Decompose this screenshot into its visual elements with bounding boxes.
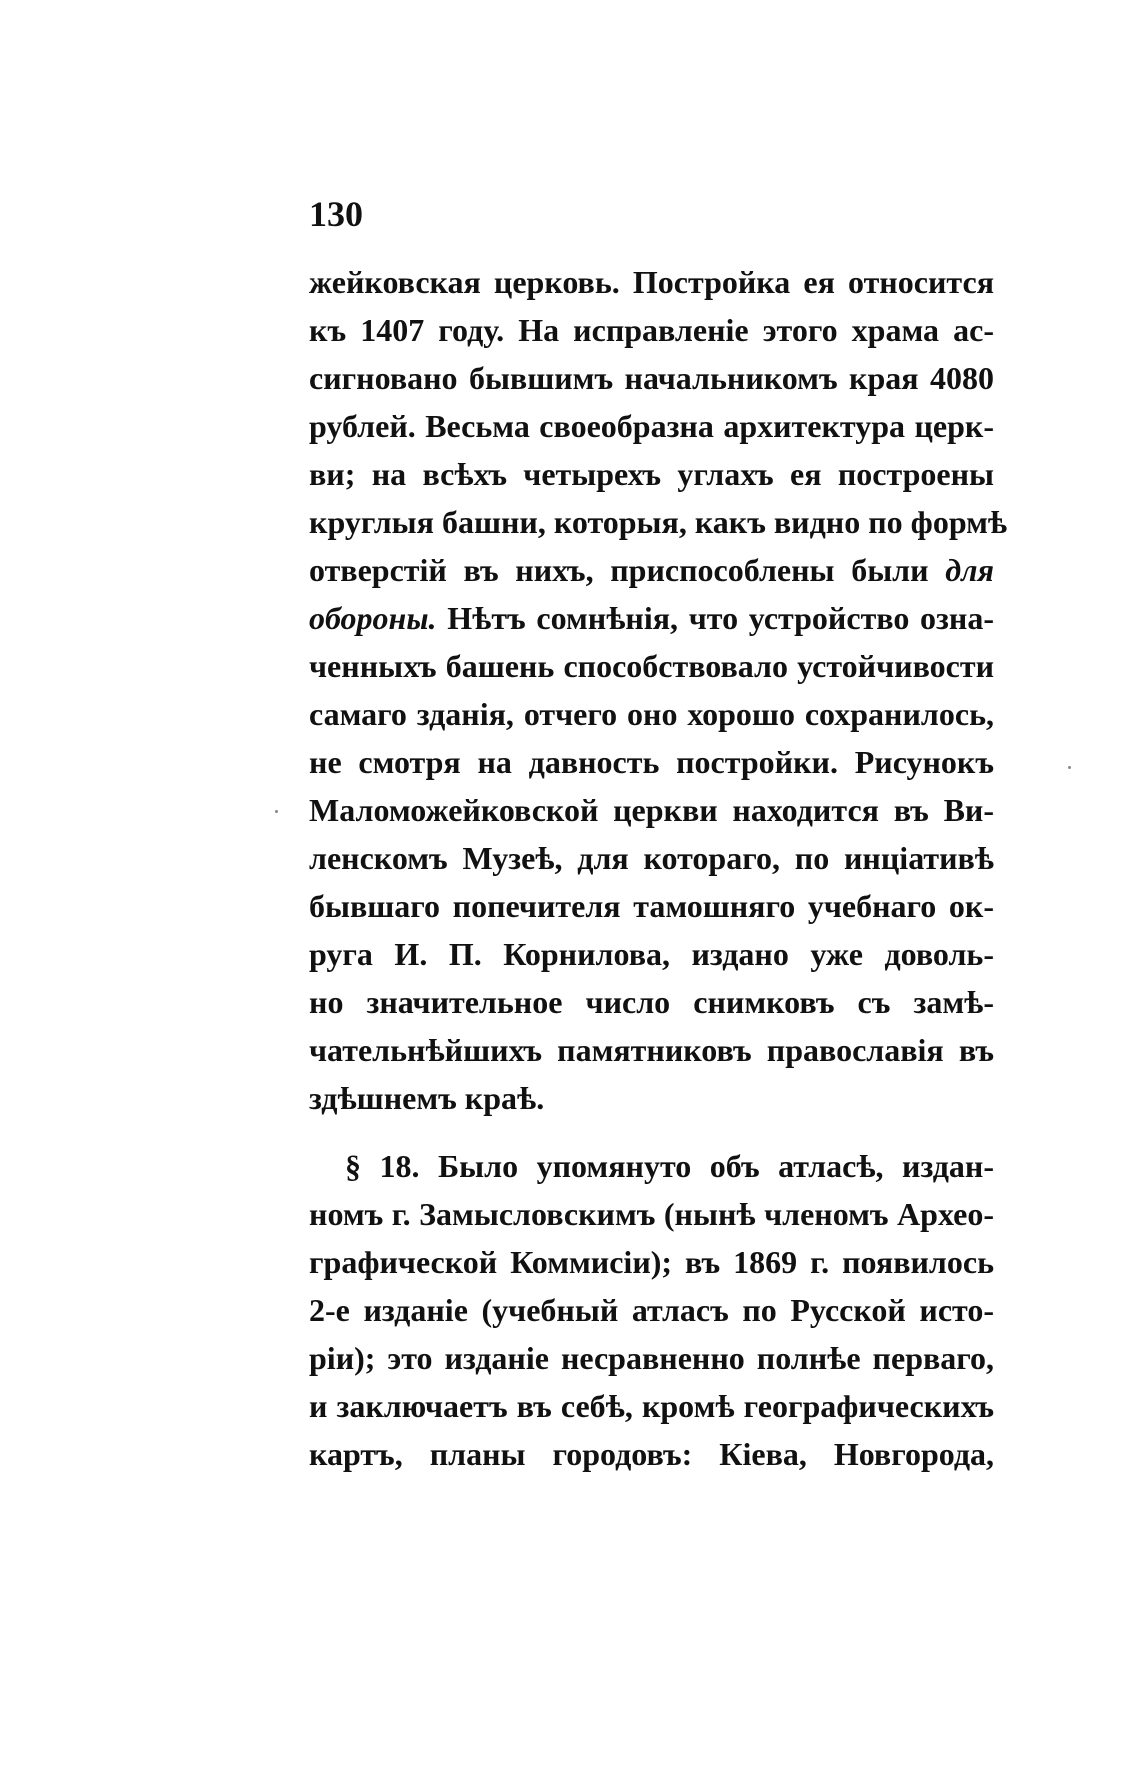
section-mark: § 18.: [345, 1148, 420, 1184]
text-segment: отверстій въ нихъ, приспособлены были: [309, 552, 929, 588]
text-line: къ 1407 году. На исправленіе этого храма ас-: [309, 312, 994, 348]
text-line: картъ, планы городовъ: Кіева, Новгорода,: [309, 1436, 994, 1472]
paragraph: [309, 258, 1008, 1122]
text-segment: Нѣтъ сомнѣнія, что устройство озна-: [447, 600, 995, 636]
text-line: бывшаго попечителя тамошняго учебнаго ок-: [309, 888, 994, 924]
text-line: [309, 594, 994, 642]
text-line: [309, 1142, 994, 1190]
text-line: жейковская церковь. Постройка ея относится: [309, 264, 994, 300]
italic-text: для: [945, 552, 995, 588]
page-number: 130: [309, 194, 363, 234]
text-line: 2-е изданіе (учебный атласъ по Русской исто-: [309, 1292, 994, 1328]
text-line: руга И. П. Корнилова, издано уже доволь-: [309, 936, 994, 972]
text-line: здѣшнемъ краѣ.: [309, 1080, 545, 1116]
text-line: [309, 546, 994, 594]
paragraph: [309, 1142, 994, 1478]
text-line: чательнѣйшихъ памятниковъ православія въ: [309, 1032, 994, 1068]
text-line: самаго зданія, отчего оно хорошо сохранилось,: [309, 696, 994, 732]
text-line: сигновано бывшимъ начальникомъ края 4080: [309, 360, 994, 396]
text-line: и заключаетъ въ себѣ, кромѣ географическихъ: [309, 1388, 994, 1424]
text-segment: Было упомянуто объ атласѣ, издан-: [438, 1148, 995, 1184]
body-text: [309, 258, 1008, 1478]
text-line: ченныхъ башень способствовало устойчивости: [309, 648, 994, 684]
text-line: рублей. Весьма своеобразна архитектура церк-: [309, 408, 994, 444]
scan-speck: [1068, 766, 1071, 769]
text-line: Маломожейковской церкви находится въ Ви-: [309, 792, 994, 828]
paragraph-gap: [309, 1122, 994, 1142]
italic-text: обороны.: [309, 600, 437, 636]
text-line: графической Коммисіи); въ 1869 г. появилось: [309, 1244, 994, 1280]
text-line: номъ г. Замысловскимъ (нынѣ членомъ Археo-: [309, 1196, 994, 1232]
text-line: не смотря на давность постройки. Рисунокъ: [309, 744, 994, 780]
text-line: ви; на всѣхъ четырехъ углахъ ея построены: [309, 456, 994, 492]
text-line: ленскомъ Музеѣ, для котораго, по инціативѣ: [309, 840, 994, 876]
text-line: но значительное число снимковъ съ замѣ-: [309, 984, 994, 1020]
scan-speck: [275, 810, 278, 813]
text-line: ріи); это изданіе несравненно полнѣе перваго,: [309, 1340, 994, 1376]
text-line: круглыя башни, которыя, какъ видно по формѣ: [309, 504, 1008, 540]
